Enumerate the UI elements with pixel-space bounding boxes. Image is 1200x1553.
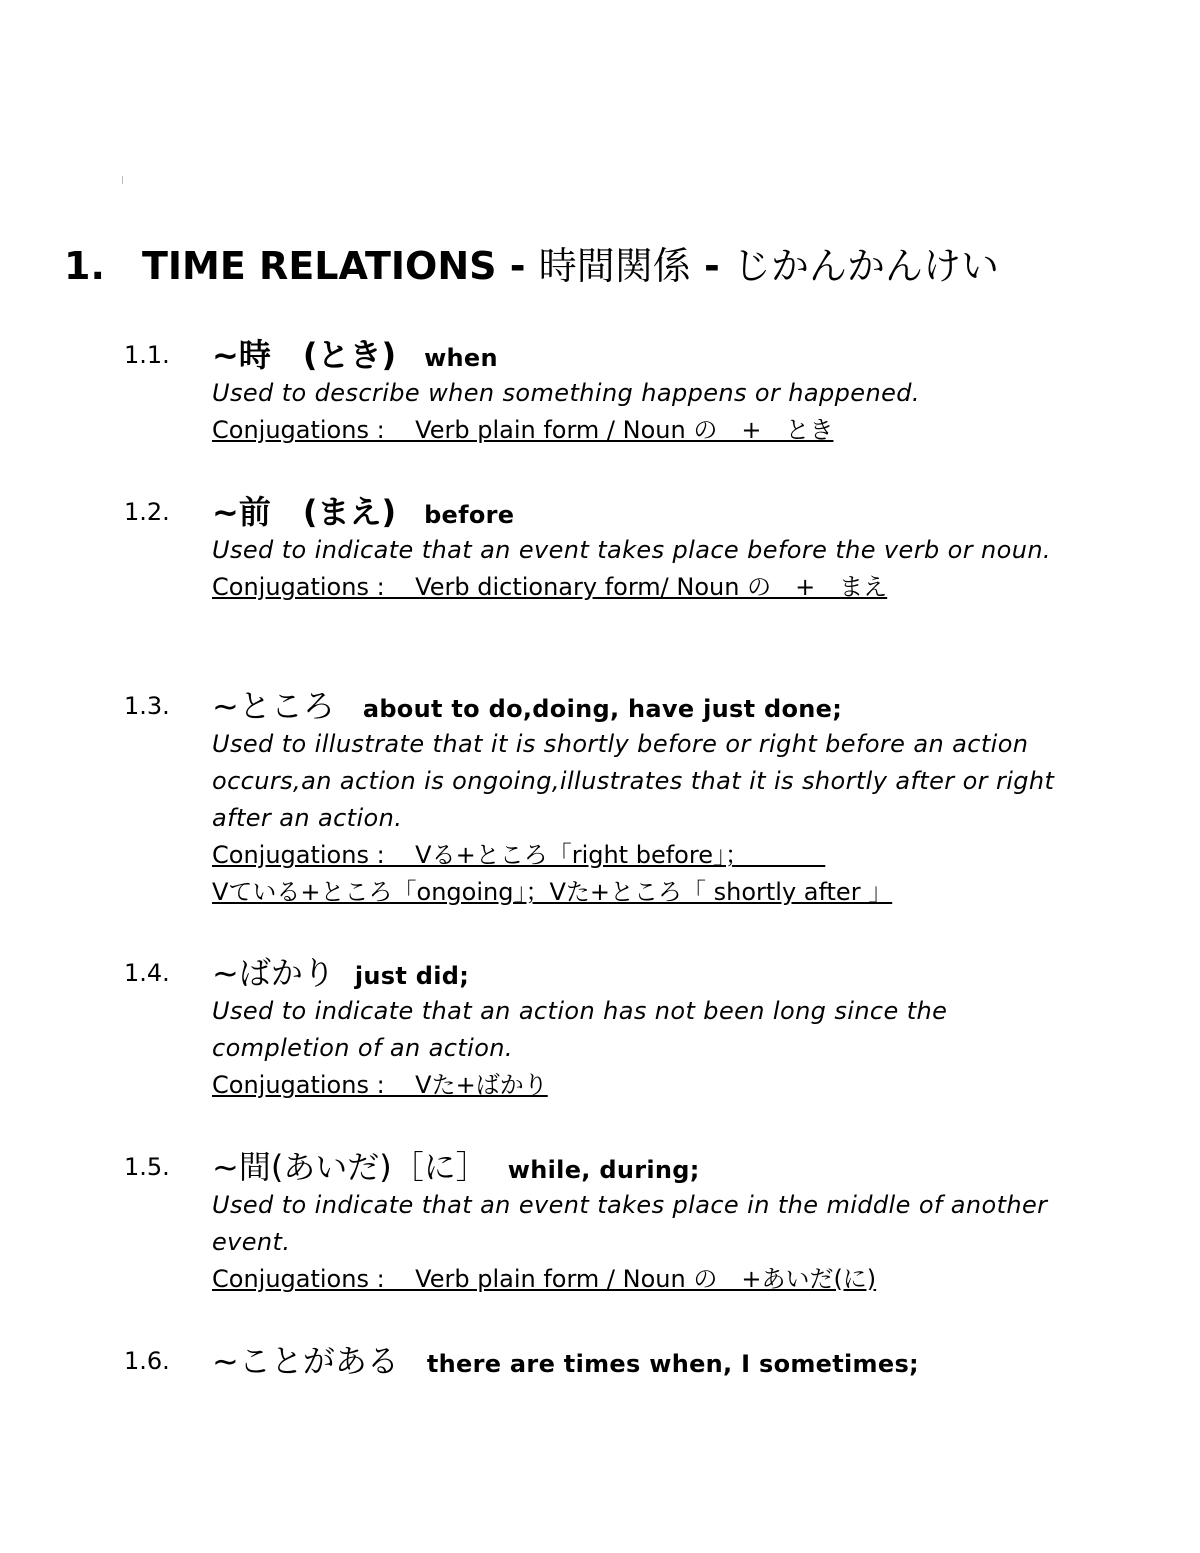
chapter-title-kana: じかんかんけい (732, 244, 999, 288)
section-number: 1.4. (124, 959, 170, 987)
section-title (212, 686, 842, 732)
section-title (212, 335, 498, 381)
grammar-term: ~ことがある (212, 1342, 399, 1380)
section-header (124, 335, 1124, 375)
grammar-section (124, 1341, 1124, 1381)
grammar-section (124, 492, 1124, 606)
grammar-term: ~ところ (212, 687, 335, 725)
chapter-separator: - (690, 244, 733, 288)
chapter-heading (64, 240, 999, 292)
grammar-section (124, 335, 1124, 449)
section-header (124, 686, 1124, 726)
section-body (212, 1187, 1072, 1298)
section-description: Used to indicate that an action has not been long since the completion of an action. (212, 997, 948, 1062)
grammar-meaning: about to do,doing, have just done; (362, 695, 843, 723)
grammar-meaning: just did; (354, 962, 470, 990)
section-title (212, 1341, 919, 1387)
section-body (212, 375, 1072, 449)
section-header (124, 492, 1124, 532)
section-description: Used to illustrate that it is shortly before or right before an action occurs,an action is ongoing,illustrates that it is shortly after or right after an action. (212, 730, 1055, 832)
chapter-number: 1. (64, 244, 105, 288)
chapter-title-en: TIME RELATIONS (142, 244, 497, 288)
grammar-section (124, 1147, 1124, 1298)
section-body (212, 726, 1072, 911)
section-body (212, 532, 1072, 606)
conjugation-line: Conjugations : Verb dictionary form/ Noun の + まえ (212, 573, 888, 601)
section-number: 1.1. (124, 341, 170, 369)
margin-mark (122, 176, 123, 184)
chapter-title-kanji: 時間関係 (538, 244, 691, 288)
conjugation-line: Conjugations : Vる+ところ「right before」； (212, 841, 826, 869)
section-title (212, 492, 514, 538)
chapter-separator: - (496, 244, 539, 288)
grammar-meaning: while, during; (507, 1156, 700, 1184)
section-number: 1.6. (124, 1347, 170, 1375)
grammar-term: ~ばかり (212, 954, 335, 992)
section-title (212, 1147, 700, 1193)
grammar-term: ~時 (とき) (212, 336, 397, 374)
section-number: 1.5. (124, 1153, 170, 1181)
conjugation-line: Vている+ところ「ongoing」；Vた+ところ「 shortly after 」 (212, 878, 893, 906)
section-description: Used to indicate that an event takes place in the middle of another event. (212, 1191, 1048, 1256)
grammar-section (124, 686, 1124, 911)
section-header (124, 1341, 1124, 1381)
conjugation-line: Conjugations : Verb plain form / Noun の +あいだ(に) (212, 1265, 877, 1293)
section-description: Used to describe when something happens or happened. (212, 379, 920, 407)
section-description: Used to indicate that an event takes place before the verb or noun. (212, 536, 1051, 564)
conjugation-line: Conjugations : Verb plain form / Noun の + とき (212, 416, 834, 444)
grammar-meaning: when (424, 344, 498, 372)
grammar-term: ~間(あいだ)［に］ (212, 1148, 488, 1186)
section-number: 1.3. (124, 692, 170, 720)
grammar-meaning: there are times when, I sometimes; (426, 1350, 919, 1378)
conjugation-line: Conjugations : Vた+ばかり (212, 1071, 548, 1099)
section-header (124, 953, 1124, 993)
section-number: 1.2. (124, 498, 170, 526)
grammar-meaning: before (424, 501, 515, 529)
section-title (212, 953, 469, 999)
grammar-term: ~前 (まえ) (212, 493, 397, 531)
section-header (124, 1147, 1124, 1187)
grammar-section (124, 953, 1124, 1104)
section-body (212, 993, 1072, 1104)
